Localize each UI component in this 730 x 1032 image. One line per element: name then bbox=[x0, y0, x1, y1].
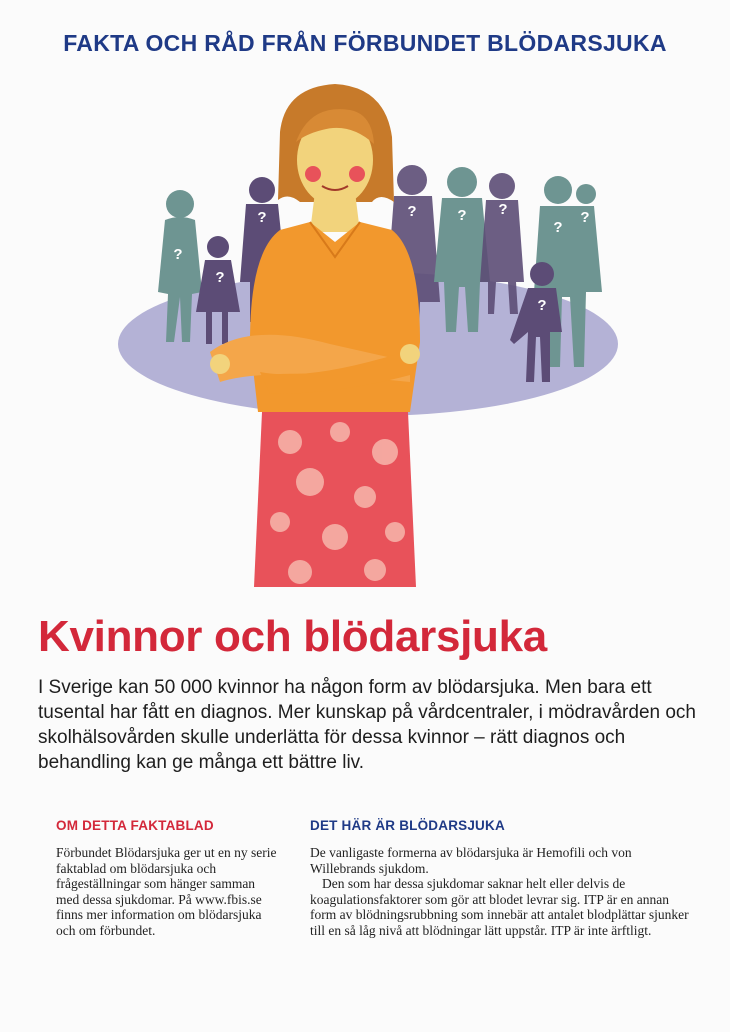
whatis-heading: DET HÄR ÄR BLÖDARSJUKA bbox=[310, 818, 505, 833]
whatis-section bbox=[310, 818, 690, 939]
about-section bbox=[56, 818, 278, 939]
page-title: Kvinnor och blödarsjuka bbox=[38, 612, 547, 661]
question-mark: ? bbox=[457, 207, 467, 224]
question-mark: ? bbox=[498, 201, 508, 218]
whatis-paragraph-2: Den som har dessa sjukdomar saknar helt eller delvis de koagulationsfaktorer som gör att blodet levrar sig. ITP är en annan form av blödningsrubbning som innebär att antalet blodplättar sjunker till en så låg nivå att blödningar lätt uppstår. ITP är inte ärftligt. bbox=[310, 876, 689, 938]
illustration bbox=[110, 82, 620, 592]
question-mark: ? bbox=[257, 209, 267, 226]
whatis-paragraph-1: De vanligaste formerna av blödarsjuka är Hemofili och von Willebrands sjukdom. bbox=[310, 845, 632, 876]
question-mark: ? bbox=[537, 297, 547, 314]
question-mark: ? bbox=[407, 203, 417, 220]
lead-paragraph: I Sverige kan 50 000 kvinnor ha någon form av blödarsjuka. Men bara ett tusental har fått en diagnos. Mer kunskap på vårdcentraler, i mödravården och skolhälsovården skulle underlätta för dessa kvinnor – rätt diagnos och behandling kan ge många ett bättre liv. bbox=[38, 677, 696, 773]
question-mark: ? bbox=[580, 209, 590, 226]
page-header: FAKTA OCH RÅD FRÅN FÖRBUNDET BLÖDARSJUKA bbox=[63, 30, 667, 56]
about-text: Förbundet Blödarsjuka ger ut en ny serie faktablad om blödarsjuka och frågeställningar som hänger samman med dessa sjukdomar. På www.fbis.se finns mer information om blödarsjuka och om förbundet. bbox=[56, 845, 277, 938]
about-heading: OM DETTA FAKTABLAD bbox=[56, 818, 214, 833]
question-mark: ? bbox=[215, 269, 225, 286]
question-mark: ? bbox=[173, 246, 183, 263]
question-mark: ? bbox=[553, 219, 563, 236]
